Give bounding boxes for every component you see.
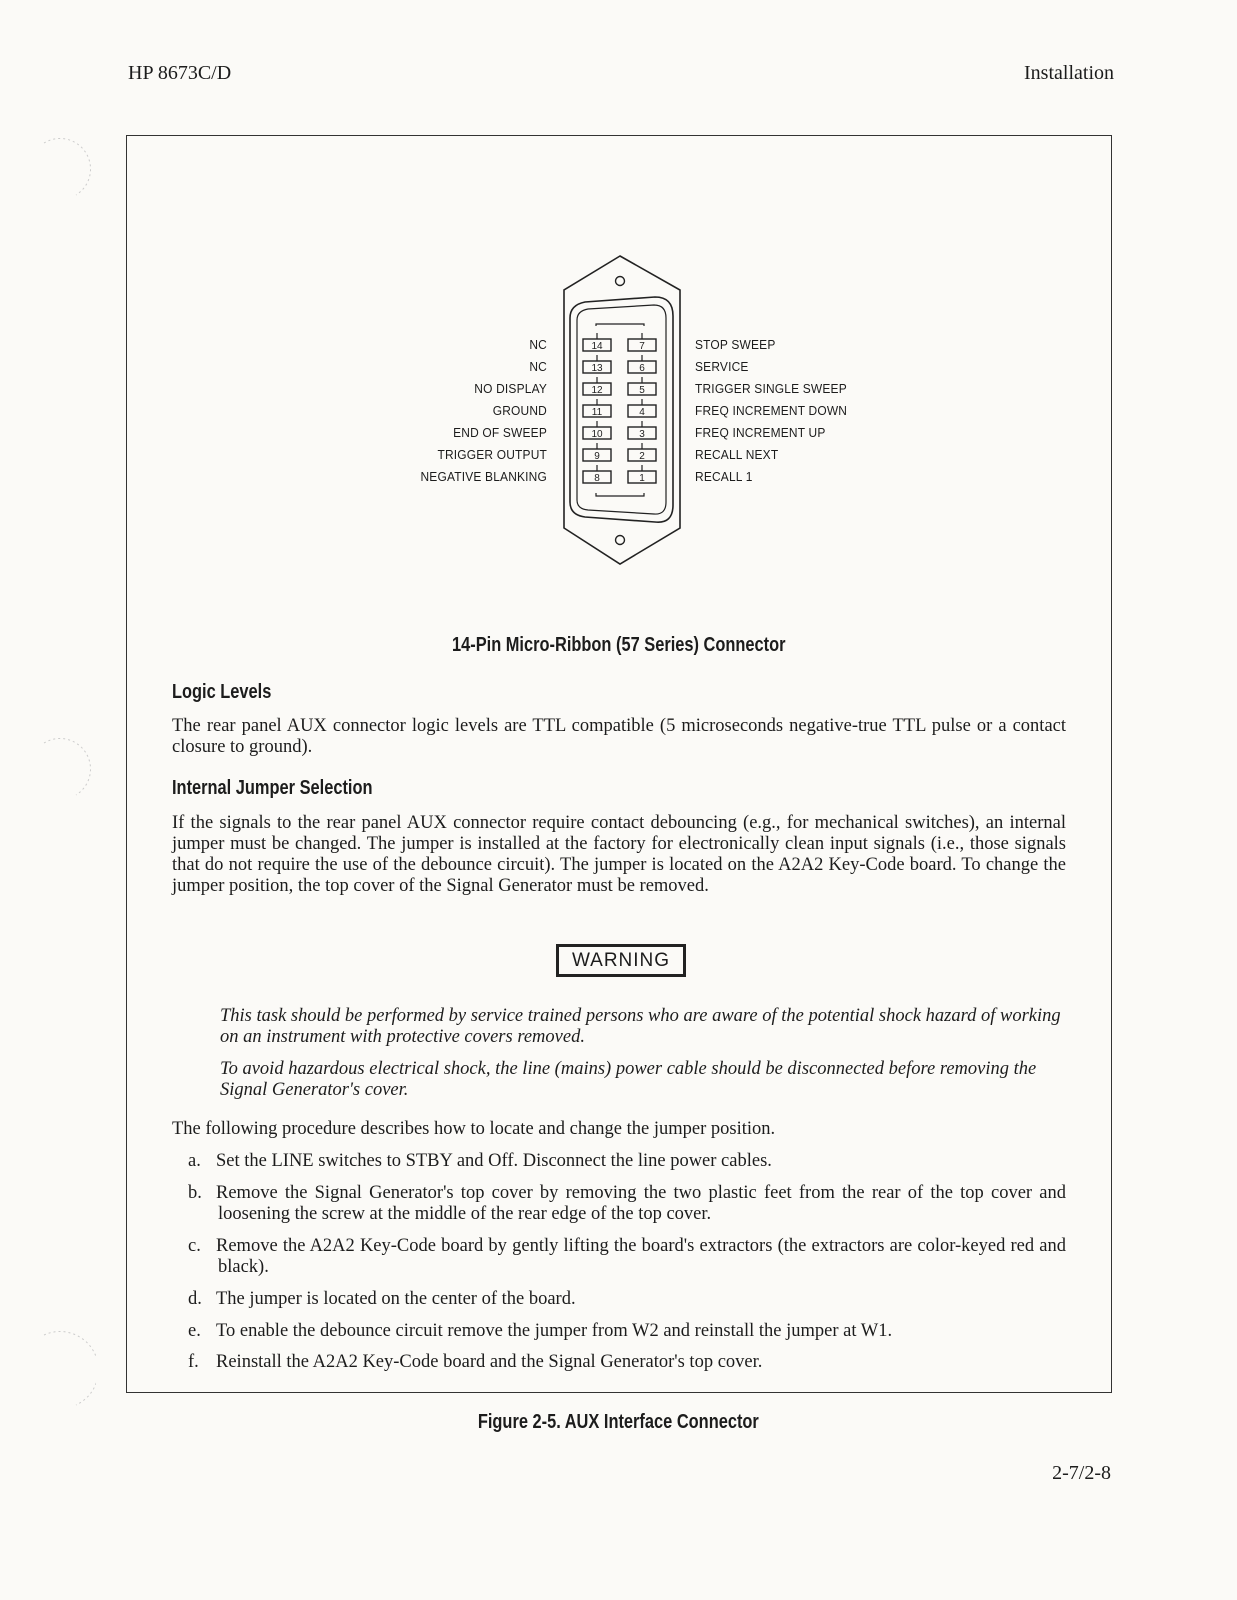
pin-number-12: 12 xyxy=(591,385,603,396)
step-text: The jumper is located on the center of the board. xyxy=(216,1289,576,1309)
pin-label-10: END OF SWEEP xyxy=(453,425,547,440)
connector-d-shell-outer xyxy=(570,297,673,522)
step-text: Set the LINE switches to STBY and Off. Disconnect the line power cables. xyxy=(216,1151,772,1171)
pin-number-5: 5 xyxy=(639,385,645,396)
jumper-text: If the signals to the rear panel AUX connector require contact debouncing (e.g., for mechanical switches), an internal jumper must be changed. The jumper is installed at the factory for electronically clean input signals (i.e., those signals that do not require the use of the debounce circuit). The jumper is located on the A2A2 Key-Code board. To change the jumper position, the top cover of the Signal Generator must be removed. xyxy=(172,813,1066,896)
procedure-step xyxy=(188,1151,1066,1172)
pin-label-1: RECALL 1 xyxy=(695,469,753,484)
pin-label-12: NO DISPLAY xyxy=(474,381,547,396)
step-text: To enable the debounce circuit remove the jumper from W2 and reinstall the jumper at W1. xyxy=(216,1321,893,1341)
pin-number-7: 7 xyxy=(639,341,645,352)
pin-label-7: STOP SWEEP xyxy=(695,337,776,352)
warning-text-2: To avoid hazardous electrical shock, the line (mains) power cable should be disconnected before removing the Signal Generator's cover. xyxy=(220,1059,1037,1100)
binder-hole-marks xyxy=(36,135,96,1555)
pin-label-8: NEGATIVE BLANKING xyxy=(420,469,547,484)
step-marker: c. xyxy=(188,1236,201,1256)
pin-number-1: 1 xyxy=(639,473,645,484)
pin-number-11: 11 xyxy=(591,407,603,418)
pin-label-11: GROUND xyxy=(492,403,547,418)
procedure-step xyxy=(188,1183,1066,1225)
procedure-intro: The following procedure describes how to locate and change the jumper position. xyxy=(172,1119,776,1139)
pin-number-10: 10 xyxy=(591,429,603,440)
logic-levels-text: The rear panel AUX connector logic levels are TTL compatible (5 microseconds negative-true TTL pulse or a contact closure to ground). xyxy=(172,716,1066,757)
pin-label-3: FREQ INCREMENT UP xyxy=(695,425,826,440)
step-marker: b. xyxy=(188,1183,202,1203)
mounting-hole-top xyxy=(616,277,625,286)
procedure-step xyxy=(188,1352,1066,1373)
pin-number-8: 8 xyxy=(594,473,600,484)
figure-caption xyxy=(0,1411,1237,1434)
step-text: Remove the A2A2 Key-Code board by gently lifting the board's extractors (the extractors are color-keyed red and black). xyxy=(216,1236,1066,1277)
pin-label-6: SERVICE xyxy=(695,359,749,374)
pin-number-6: 6 xyxy=(639,363,645,374)
heading-internal-jumper: Internal Jumper Selection xyxy=(172,777,373,799)
figure-caption-text: Figure 2-5. AUX Interface Connector xyxy=(478,1411,759,1433)
connector-caption: 14-Pin Micro-Ribbon (57 Series) Connector xyxy=(452,634,786,656)
step-marker: e. xyxy=(188,1321,201,1341)
warning-text-1: This task should be performed by service trained persons who are aware of the potential shock hazard of working on an instrument with protective covers removed. xyxy=(220,1006,1061,1047)
step-text: Remove the Signal Generator's top cover by removing the two plastic feet from the rear of the top cover and loosening the screw at the middle of the rear edge of the top cover. xyxy=(216,1183,1066,1224)
pin-label-4: FREQ INCREMENT DOWN xyxy=(695,403,848,418)
mounting-hole-bottom xyxy=(616,536,625,545)
page-number: 2-7/2-8 xyxy=(1052,1462,1111,1484)
procedure-step xyxy=(188,1321,1066,1342)
pin-label-2: RECALL NEXT xyxy=(695,447,779,462)
warning-label: WARNING xyxy=(556,944,686,977)
step-marker: f. xyxy=(188,1352,199,1372)
procedure-step xyxy=(188,1236,1066,1278)
pin-number-13: 13 xyxy=(591,363,603,374)
header-section: Installation xyxy=(1024,62,1114,84)
pin-number-4: 4 xyxy=(639,407,645,418)
pin-number-9: 9 xyxy=(594,451,600,462)
step-text: Reinstall the A2A2 Key-Code board and the Signal Generator's top cover. xyxy=(216,1352,763,1372)
pin-number-3: 3 xyxy=(639,429,645,440)
step-marker: d. xyxy=(188,1289,202,1309)
pin-number-2: 2 xyxy=(639,451,645,462)
pin-number-14: 14 xyxy=(591,341,603,352)
procedure-step xyxy=(188,1289,1066,1310)
pin-label-5: TRIGGER SINGLE SWEEP xyxy=(695,381,847,396)
header-model: HP 8673C/D xyxy=(128,62,232,84)
step-marker: a. xyxy=(188,1151,201,1171)
pin-label-13: NC xyxy=(529,359,547,374)
heading-logic-levels: Logic Levels xyxy=(172,681,272,703)
pin-label-14: NC xyxy=(529,337,547,352)
pin-label-9: TRIGGER OUTPUT xyxy=(437,447,547,462)
